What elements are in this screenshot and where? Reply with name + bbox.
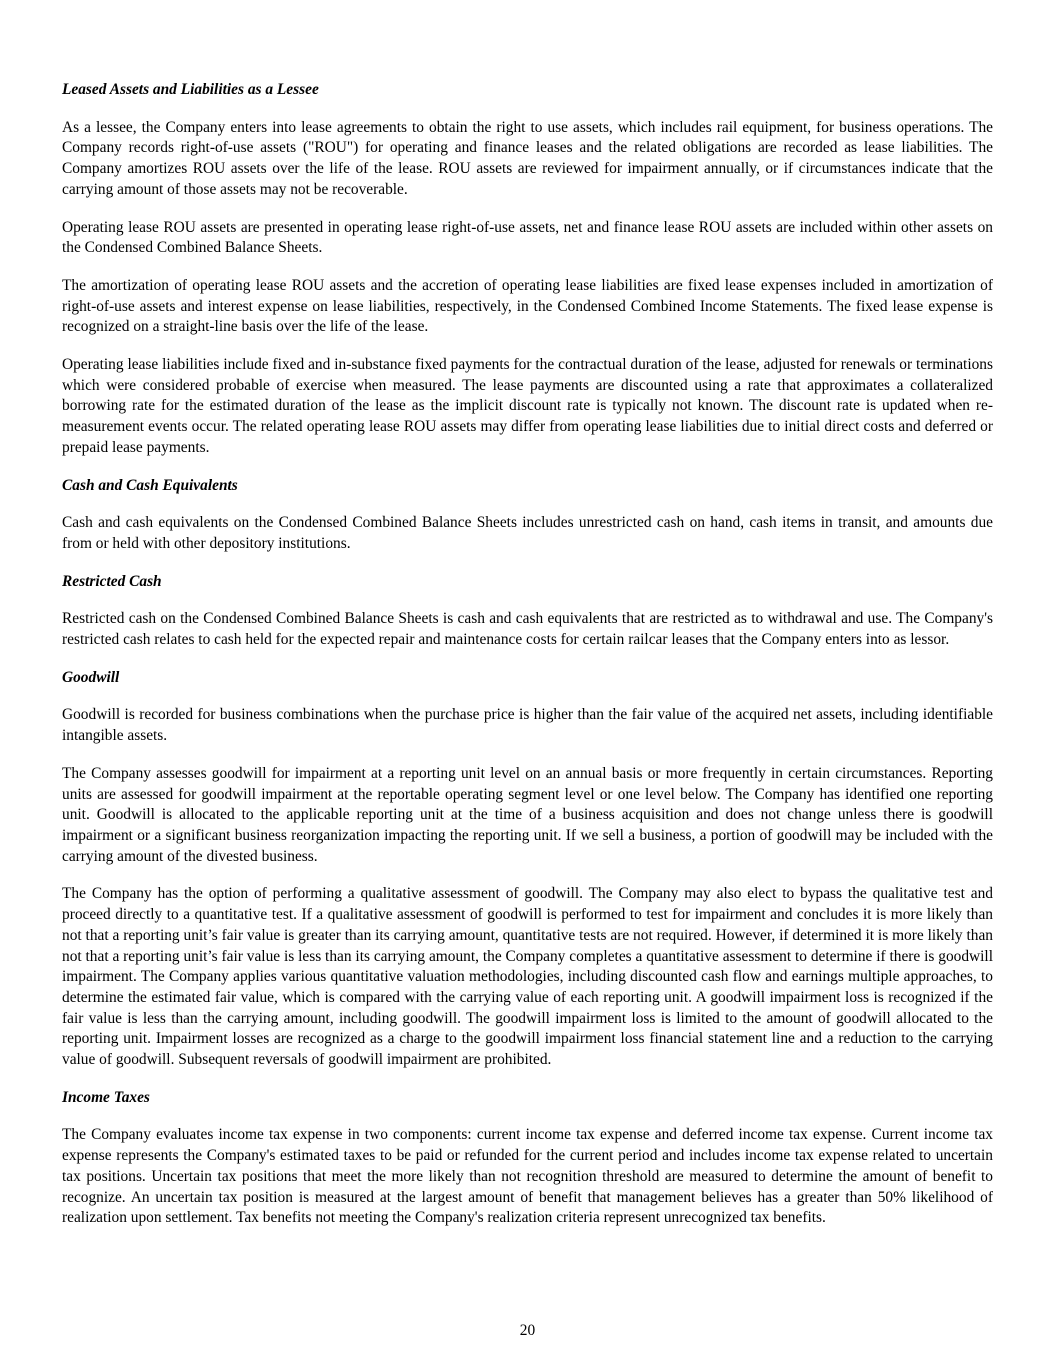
section-heading: Restricted Cash [62,572,162,590]
paragraph: Goodwill is recorded for business combinations when the purchase price is higher than the fair value of the acquired net assets, including identifiable intangible assets. [62,706,993,745]
paragraph: Operating lease liabilities include fixed and in-substance fixed payments for the contractual duration of the lease, adjusted for renewals or terminations which were considered probable of exercise when measured. The lease payments are discounted using a rate that approximates a collateralized borrowing rate for the estimated duration of the lease as the implicit discount rate is typically not known. The discount rate is updated when re-measurement events occur. The related operating lease ROU assets may differ from operating lease liabilities due to initial direct costs and deferred or prepaid lease payments. [62,356,993,456]
page-number: 20 [519,1322,536,1339]
section-income-taxes [62,1088,993,1229]
document-page [62,80,993,1246]
section-leased-assets [62,80,993,459]
paragraph: The amortization of operating lease ROU assets and the accretion of operating lease liabilities are fixed lease expenses included in amortization of right-of-use assets and interest expense on lease liabilities, respectively, in the Condensed Combined Income Statements. The fixed lease expense is recognized on a straight-line basis over the life of the lease. [62,276,993,336]
paragraph: The Company evaluates income tax expense in two components: current income tax expense and deferred income tax expense. Current income tax expense represents the Company's estimated taxes to be paid or refunded for the current period and includes income tax expense related to uncertain tax positions. Uncertain tax positions that meet the more likely than not recognition threshold are measured to determine the amount of benefit to recognize. An uncertain tax position is measured at the largest amount of benefit that management believes has a greater than 50% likelihood of realization upon settlement. Tax benefits not meeting the Company's realization criteria represent unrecognized tax benefits. [62,1126,993,1227]
paragraph: As a lessee, the Company enters into lease agreements to obtain the right to use assets, which includes rail equipment, for business operations. The Company records right-of-use assets ("ROU") for operating and finance leases and the related obligations are recorded as lease liabilities. The Company amortizes ROU assets over the life of the lease. ROU assets are reviewed for impairment annually, or if circumstances indicate that the carrying amount of those assets may not be recoverable. [62,118,993,198]
section-restricted-cash [62,572,993,651]
paragraph: The Company has the option of performing a qualitative assessment of goodwill. The Company may also elect to bypass the qualitative test and proceed directly to a quantitative test. If a qualitative assessment of goodwill is performed to test for impairment and concludes it is more likely than not that a reporting unit’s fair value is greater than its carrying amount, quantitative tests are not required. However, if determined it is more likely than not that a reporting unit’s fair value is less than its carrying amount, the Company completes a quantitative assessment to determine if there is goodwill impairment. The Company applies various quantitative valuation methodologies, including discounted cash flow and earnings multiple approaches, to determine the estimated fair value, which is compared with the carrying value of each reporting unit. A goodwill impairment loss is recognized if the fair value is less than the carrying amount, including goodwill. The goodwill impairment loss is limited to the amount of goodwill allocated to the reporting unit. Impairment losses are recognized as a charge to the goodwill impairment loss financial statement line and a reduction to the carrying value of goodwill. Subsequent reversals of goodwill impairment are prohibited. [62,885,993,1069]
section-heading: Goodwill [62,668,120,686]
paragraph: Operating lease ROU assets are presented in operating lease right-of-use assets, net and finance lease ROU assets are included within other assets on the Condensed Combined Balance Sheets. [62,218,993,257]
paragraph: The Company assesses goodwill for impairment at a reporting unit level on an annual basis or more frequently in certain circumstances. Reporting units are assessed for goodwill impairment at the reportable operating segment level or one level below. The Company has identified one reporting unit. Goodwill is allocated to the applicable reporting unit at the time of a business acquisition and does not change unless there is goodwill impairment or a significant business reorganization impacting the reporting unit. If we sell a business, a portion of goodwill may be included with the carrying amount of the divested business. [62,764,993,865]
paragraph: Restricted cash on the Condensed Combined Balance Sheets is cash and cash equivalents that are restricted as to withdrawal and use. The Company's restricted cash relates to cash held for the expected repair and maintenance costs for certain railcar leases that the Company enters into as lessor. [62,610,993,649]
section-heading: Cash and Cash Equivalents [62,476,238,494]
paragraph: Cash and cash equivalents on the Condensed Combined Balance Sheets includes unrestricted cash on hand, cash items in transit, and amounts due from or held with other depository institutions. [62,514,993,552]
section-heading: Income Taxes [62,1088,150,1106]
section-cash-equivalents [62,476,993,555]
section-goodwill [62,668,993,1071]
section-heading: Leased Assets and Liabilities as a Lessee [62,81,319,98]
